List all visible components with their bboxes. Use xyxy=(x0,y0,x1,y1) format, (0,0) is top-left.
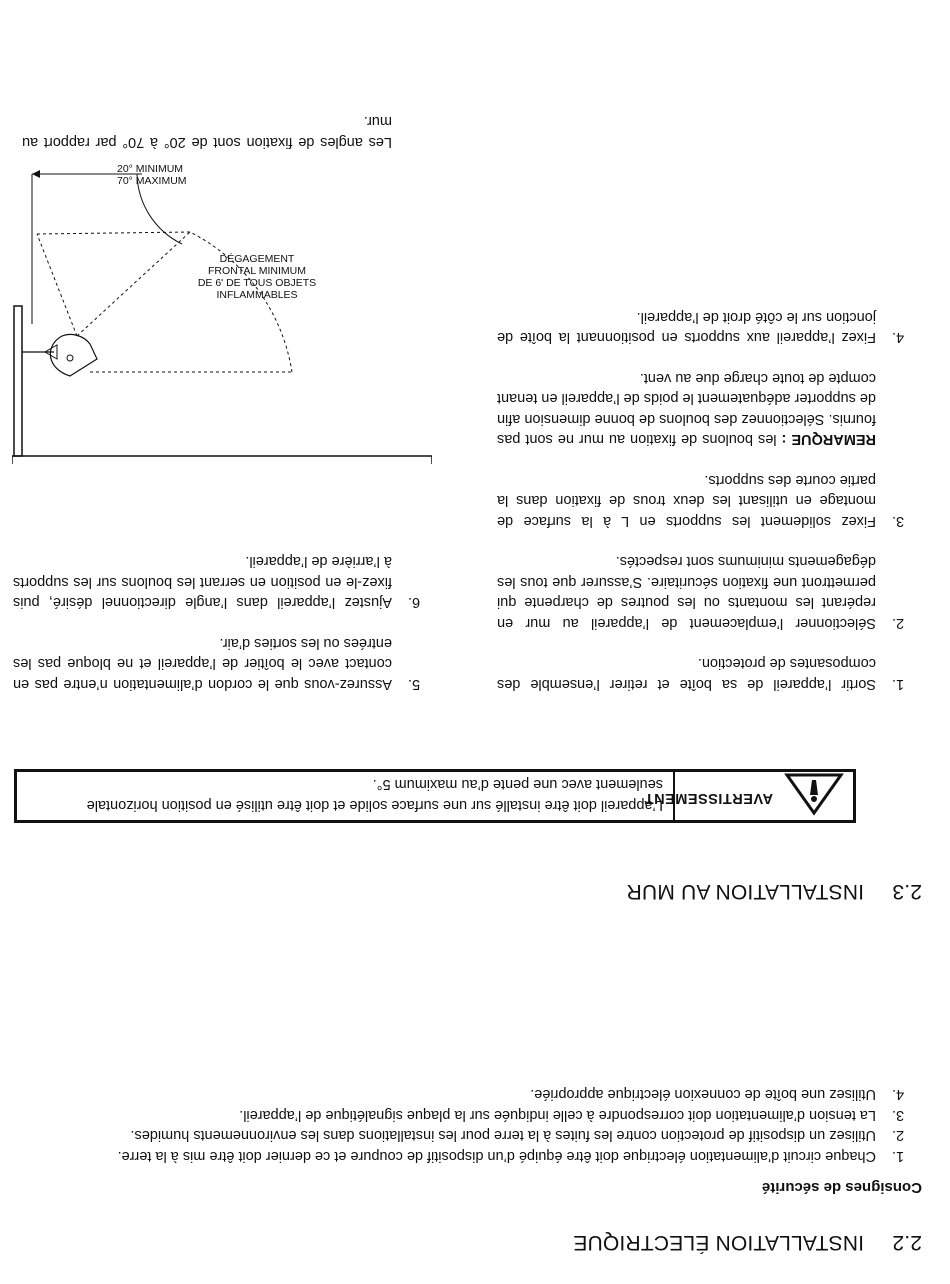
list-item: 4. Fixez l’appareil aux supports en positionnant la boîte de jonction sur le côté droit de l’appareil. xyxy=(497,309,905,346)
section-title: INSTALLATION ÉLECTRIQUE xyxy=(573,1231,864,1254)
list-item: 4. Utilisez une boîte de connexion électrique appropriée. xyxy=(530,1086,905,1103)
wall-vertical xyxy=(14,306,22,456)
warning-divider xyxy=(673,772,675,820)
warning-triangle-icon xyxy=(783,772,845,816)
section-heading-2-2 xyxy=(573,1230,922,1254)
heater-bracket-icon xyxy=(22,334,97,376)
warning-text: L’appareil doit être installé sur une surface solide et doit être utilisé en position horizontale seulement avec une pente d’au maximum 5°. xyxy=(86,776,663,813)
list-item: 1. Sortir l’appareil de sa boîte et retirer l’ensemble des composantes de protection. xyxy=(497,655,905,692)
list-item: 6. Ajustez l’appareil dans l’angle directionnel désiré, puis fixez-le en position en serrant les boulons sur les supports à l’arrière de l’appareil. xyxy=(13,553,421,611)
list-item: 2. Utilisez un dispositif de protection contre les fuites à la terre pour les installations dans les environnements humides. xyxy=(130,1127,905,1144)
list-item: 3. Fixez solidement les supports en L à la surface de montage en utilisant les deux trous de fixation dans la partie courte des supports. xyxy=(497,472,905,529)
clearance-label xyxy=(198,252,316,301)
list-item: 1. Chaque circuit d’alimentation électrique doit être équipé d’un dispositif de coupure et ce dernier doit être mis à la terre. xyxy=(117,1148,905,1164)
note-label: REMARQUE : xyxy=(781,431,876,448)
clearance-line-4: INFLAMMABLES xyxy=(216,289,298,301)
warning-box xyxy=(14,769,856,823)
section-number: 2.2 xyxy=(892,1231,922,1254)
warning-label: AVERTISSEMENT xyxy=(644,790,773,806)
angle-max-label: 70° MAXIMUM xyxy=(117,175,187,187)
list-item: 3. La tension d’alimentation doit correspondre à celle indiquée sur la plaque signalétique de l’appareil. xyxy=(239,1107,905,1123)
angles-note: Les angles de fixation sont de 20° à 70° par rapport au mur. xyxy=(22,113,392,150)
section-title: INSTALLATION AU MUR xyxy=(626,880,864,903)
installation-steps-right xyxy=(13,531,438,694)
section-heading-2-3 xyxy=(626,879,922,903)
safety-list xyxy=(27,1084,922,1166)
angle-marker xyxy=(32,170,182,324)
clearance-line-2: FRONTAL MINIMUM xyxy=(208,265,306,277)
safety-subheading: Consignes de sécurité xyxy=(761,1179,922,1196)
list-item: 5. Assurez-vous que le cordon d’alimentation n’entre pas en contact avec le boîtier de l’appareil et ne bloque pas les entrées ou les sorties d’air. xyxy=(13,635,421,692)
list-item: REMARQUE : les boulons de fixation au mur ne sont pas fournis. Sélectionnez des boulons de bonne dimension afin de supporter adéquatement le poids de l’appareil en tenant compte de toute charge due au vent. xyxy=(497,370,876,448)
angle-min-label: 20° MINIMUM xyxy=(117,163,184,175)
mounting-angle-diagram xyxy=(12,144,432,464)
section-number: 2.3 xyxy=(892,880,922,903)
wall-hatch xyxy=(12,456,432,464)
angle-label xyxy=(117,163,187,187)
list-item: 2. Sélectionner l’emplacement de l’appareil au mur en repérant les montants ou les poutres de charpente qui permettront une fixation sécuritaire. S’assurer que tous les dégagements minimums sont respectés. xyxy=(497,553,905,631)
clearance-line-3: DE 6' DE TOUS OBJETS xyxy=(197,277,317,289)
clearance-line-1: DÉGAGEMENT xyxy=(219,253,295,265)
installation-steps-left xyxy=(497,287,922,695)
